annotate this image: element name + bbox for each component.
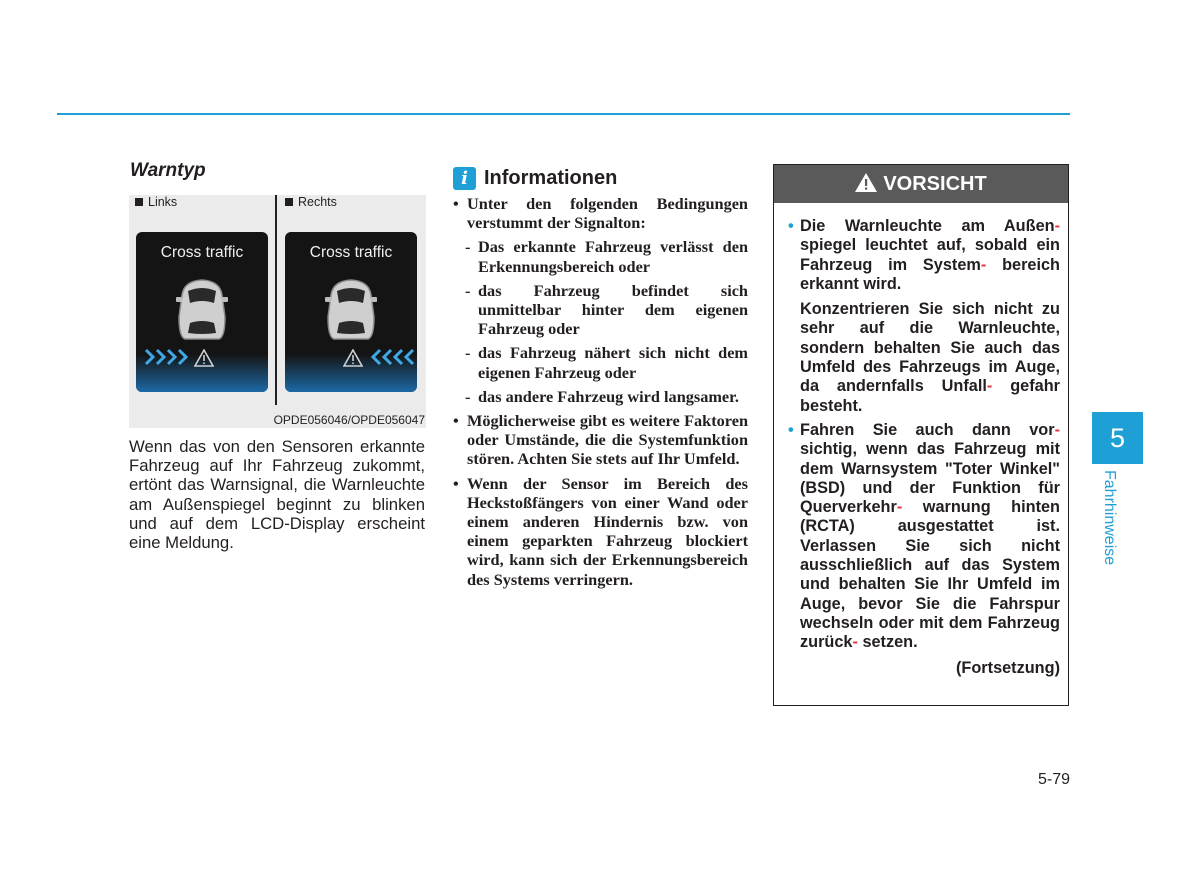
figure-label-left-text: Links — [148, 195, 178, 209]
lcd-screen-left — [136, 232, 268, 392]
caution-text: warnung hinten (RCTA) ausgestattet ist. Verlassen Sie sich nicht ausschließlich auf das System und behalten Sie Ihr Umfeld im Auge, bevor Sie die Fahrspur wechseln oder mit dem Fahrzeug zurück — [800, 498, 1060, 652]
figure-label-right — [285, 195, 337, 209]
page-number: 5-79 — [1037, 771, 1070, 788]
warning-triangle-icon — [855, 173, 877, 192]
hyphen-mark: - — [852, 633, 858, 652]
hyphen-mark: - — [986, 377, 993, 396]
hyphen-mark: - — [896, 498, 903, 517]
caution-box — [773, 164, 1069, 706]
hyphen-mark: - — [980, 255, 987, 274]
info-sub-item: - das Fahrzeug nähert sich nicht dem eigenen Fahrzeug oder — [465, 343, 748, 382]
figure-code: OPDE056046/OPDE056047 — [273, 413, 425, 427]
chapter-label-text: Fahrhinweise — [1101, 470, 1118, 566]
info-sub-text: das Fahrzeug nähert sich nicht dem eigenen Fahrzeug oder — [478, 343, 748, 382]
info-sub-item: - das andere Fahrzeug wird langsamer. — [465, 386, 739, 406]
hyphen-mark: - — [1054, 217, 1060, 235]
info-sub-item: - Das erkannte Fahrzeug verlässt den Erkennungsbereich oder — [465, 237, 748, 276]
info-icon: i — [453, 167, 476, 190]
section-heading: Warntyp — [130, 160, 206, 181]
info-title: Informationen — [484, 167, 618, 189]
caution-text: gefahr besteht. — [800, 377, 1060, 415]
car-top-view-icon — [174, 277, 230, 343]
caution-paragraph — [788, 300, 1060, 416]
caution-text: sichtig, wenn das Fahrzeug mit dem Warnsystem "Toter Winkel" (BSD) und der Funktion für Querverkehr — [800, 440, 1060, 517]
caution-text: bereich erkannt wird. — [800, 255, 1060, 293]
lcd-screen-right — [285, 232, 417, 392]
caution-text: Die Warnleuchte am Außen — [800, 217, 1055, 235]
lcd-title-right: Cross traffic — [309, 244, 393, 261]
warning-triangle-icon — [343, 349, 363, 367]
figure-label-right-text: Rechts — [298, 195, 337, 209]
caution-bullet-2 — [788, 421, 1060, 653]
hyphen-mark: - — [1054, 420, 1060, 439]
caution-body — [788, 217, 1060, 678]
info-bullet-2: • Möglicherweise gibt es weitere Faktoren oder Umstände, die die Systemfunktion stören. Achten Sie stets auf Ihr Umfeld. — [453, 411, 748, 469]
square-bullet-icon — [135, 198, 143, 206]
info-body — [453, 194, 748, 594]
lcd-title-left: Cross traffic — [160, 244, 244, 261]
car-top-view-icon — [323, 277, 379, 343]
caution-bullet-1 — [788, 217, 1060, 294]
warntyp-description: Wenn das von den Sensoren erkannte Fahrzeug auf Ihr Fahrzeug zukommt, ertönt das Warnsignal, die Warnleuchte am Außenspiegel beginnt zu blinken und auf dem LCD-Display erscheint eine Meldung. — [129, 437, 425, 553]
arrows-left-icon — [365, 347, 415, 367]
info-bullet-3: • Wenn der Sensor im Bereich des Heckstoßfängers von einer Wand oder einem anderen Hindernis bzw. von einem geparkten Fahrzeug blockiert wird, kann sich der Erkennungsbereich des Systems verringern. — [453, 474, 748, 589]
caution-text: Konzentrieren Sie sich nicht zu sehr auf die Warnleuchte, sondern behalten Sie auch das Umfeld des Fahrzeugs im Auge, da andernfalls Unfall — [800, 300, 1060, 396]
square-bullet-icon — [285, 198, 293, 206]
header-rule — [57, 113, 1070, 115]
chapter-label — [1101, 470, 1121, 570]
info-bullet-1: • Unter den folgenden Bedingungen verstummt der Signalton: — [453, 194, 748, 232]
caution-text: spiegel leuchtet auf, sobald ein Fahrzeug im System — [800, 236, 1060, 274]
info-sub-text: Das erkannte Fahrzeug verlässt den Erkennungsbereich oder — [478, 237, 748, 276]
caution-header — [774, 165, 1068, 203]
warning-triangle-icon — [194, 349, 214, 367]
info-sub-text: das andere Fahrzeug wird langsamer. — [478, 386, 739, 406]
caution-text: Fahren Sie auch dann vor — [800, 420, 1055, 439]
info-sub-item: - das Fahrzeug befindet sich unmittelbar hinter dem eigenen Fahrzeug oder — [465, 280, 748, 339]
figure-divider — [275, 195, 277, 405]
arrows-right-icon — [144, 347, 194, 367]
figure-label-left — [135, 195, 177, 209]
chapter-tab[interactable]: 5 — [1092, 412, 1143, 464]
caution-title: VORSICHT — [883, 173, 987, 195]
info-sub-text: das Fahrzeug befindet sich unmittelbar hinter dem eigenen Fahrzeug oder — [478, 280, 748, 339]
caution-text: setzen. — [862, 633, 918, 652]
continuation-note: (Fortsetzung) — [956, 658, 1060, 677]
